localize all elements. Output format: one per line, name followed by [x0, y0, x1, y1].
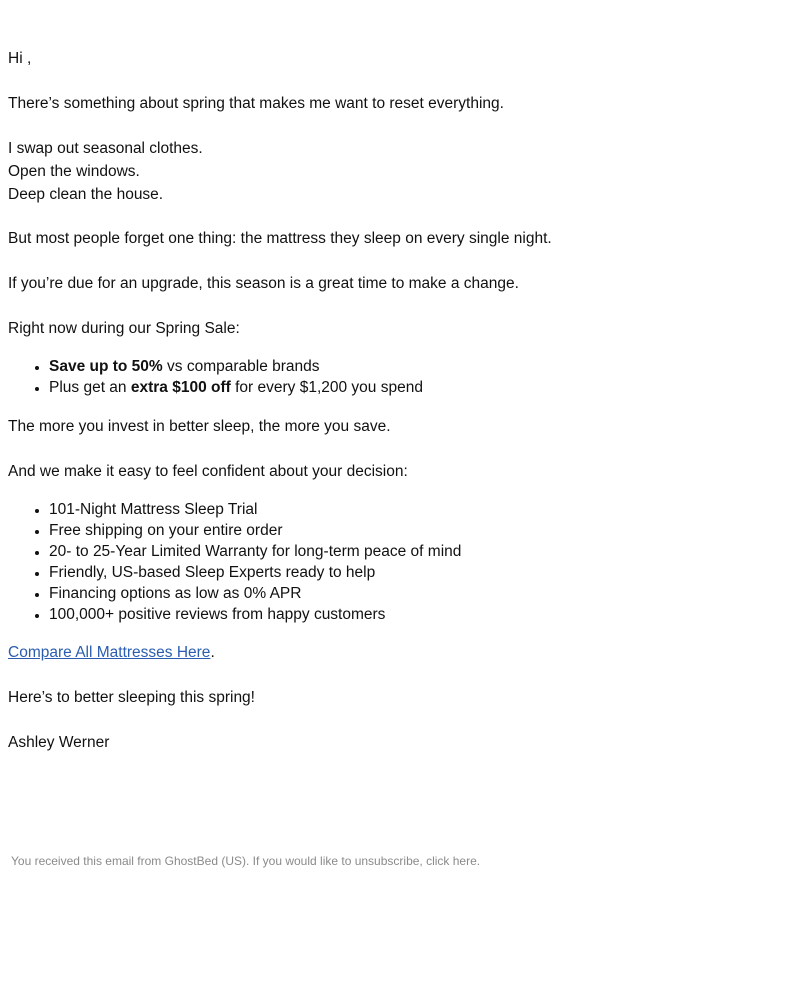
compare-paragraph	[8, 642, 215, 664]
spring-line: I swap out seasonal clothes.	[8, 140, 203, 157]
confidence-intro: And we make it easy to feel confident about your decision:	[8, 463, 408, 480]
benefit-item: • 20- to 25-Year Limited Warranty for long-term peace of mind	[49, 541, 461, 562]
sale-item-bold: extra $100 off	[130, 379, 231, 396]
spring-lines	[8, 137, 203, 206]
benefit-item: • Free shipping on your entire order	[49, 520, 461, 541]
benefits-list	[8, 499, 461, 625]
upgrade-paragraph: If you’re due for an upgrade, this season is a great time to make a change.	[8, 275, 519, 292]
invest-paragraph: The more you invest in better sleep, the more you save.	[8, 418, 391, 435]
sale-item-text: for every $1,200 you spend	[230, 379, 423, 396]
signature: Ashley Werner	[8, 734, 110, 751]
sale-item-pre: Plus get an	[49, 379, 131, 396]
sale-list	[8, 356, 423, 398]
benefit-item: • 101-Night Mattress Sleep Trial	[49, 499, 461, 520]
benefit-item: • 100,000+ positive reviews from happy customers	[49, 604, 461, 625]
benefit-item: • Friendly, US-based Sleep Experts ready to help	[49, 562, 461, 583]
forget-paragraph: But most people forget one thing: the mattress they sleep on every single night.	[8, 230, 552, 247]
closing-paragraph: Here’s to better sleeping this spring!	[8, 689, 255, 706]
intro-paragraph: There’s something about spring that makes me want to reset everything.	[8, 95, 504, 112]
sale-item-bold: Save up to 50%	[49, 358, 163, 375]
compare-mattresses-link[interactable]: Compare All Mattresses Here	[8, 644, 211, 661]
compare-suffix: .	[210, 644, 215, 661]
sale-intro: Right now during our Spring Sale:	[8, 320, 240, 337]
sale-item	[49, 377, 423, 398]
unsubscribe-footer[interactable]: You received this email from GhostBed (US). If you would like to unsubscribe, click here.	[11, 854, 481, 868]
spring-line: Deep clean the house.	[8, 186, 164, 203]
spring-line: Open the windows.	[8, 163, 140, 180]
sale-item-text: vs comparable brands	[162, 358, 320, 375]
greeting: Hi ,	[8, 50, 32, 67]
benefit-item: • Financing options as low as 0% APR	[49, 583, 461, 604]
sale-item	[49, 356, 423, 377]
